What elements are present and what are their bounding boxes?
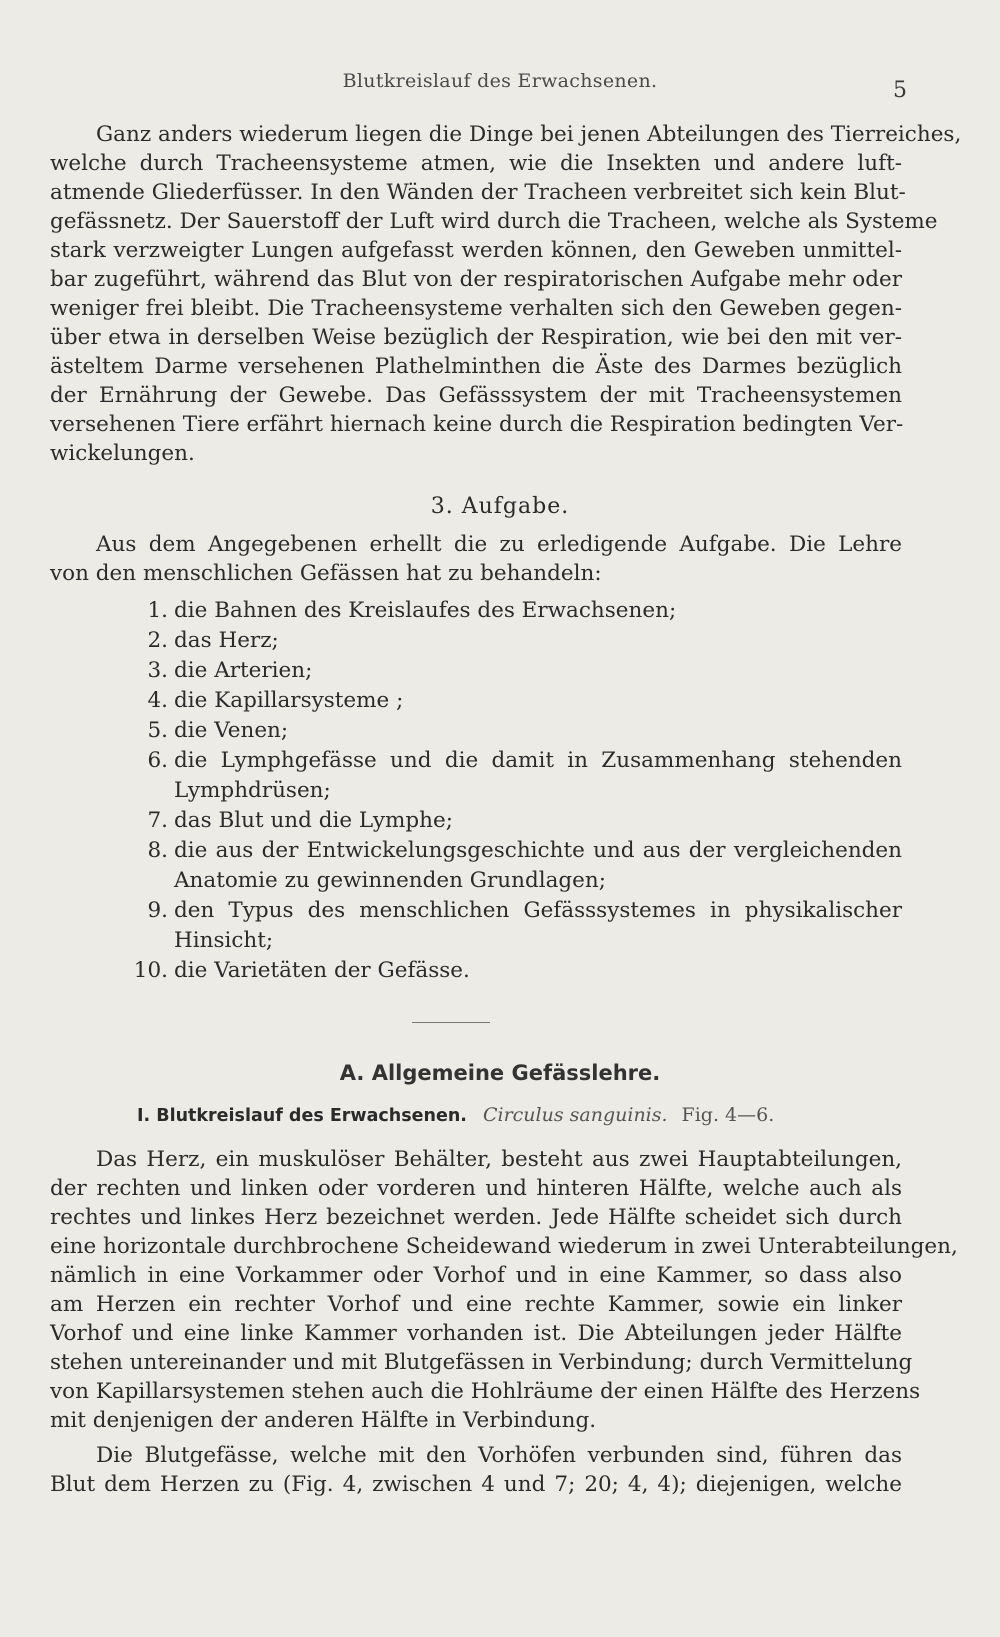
- list-text: das Herz;: [174, 628, 279, 653]
- text-line: stark verzweigter Lungen aufgefasst werden können, den Geweben unmittel-: [50, 238, 902, 263]
- text-line: am Herzen ein rechter Vorhof und eine rechte Kammer, sowie ein linker: [50, 1292, 902, 1317]
- text-line: versehenen Tiere erfährt hiernach keine durch die Respiration bedingten Ver-: [50, 412, 904, 437]
- text-line: gefässnetz. Der Sauerstoff der Luft wird durch die Tracheen, welche als Systeme: [50, 209, 938, 234]
- text-line: von den menschlichen Gefässen hat zu behandeln:: [50, 561, 602, 586]
- text-line: weniger frei bleibt. Die Tracheensysteme verhalten sich den Geweben gegen-: [50, 296, 902, 321]
- list-text: die Lymphgefässe und die damit in Zusammenhang stehenden: [174, 748, 902, 773]
- list-item-continuation: [50, 776, 902, 806]
- subsection-heading: [137, 1104, 774, 1126]
- list-item: [50, 806, 902, 836]
- text-line: Blut dem Herzen zu (Fig. 4, zwischen 4 und 7; 20; 4, 4); diejenigen, welche: [50, 1472, 902, 1497]
- list-number: 1.: [147, 598, 168, 623]
- list-item: [50, 716, 902, 746]
- paragraph-aufgabe: [50, 530, 902, 588]
- text-line: der Ernährung der Gewebe. Das Gefässsystem der mit Tracheensystemen: [50, 383, 902, 408]
- list-text: den Typus des menschlichen Gefässsystemes in physikalischer: [174, 898, 902, 923]
- text-line: über etwa in derselben Weise bezüglich der Respiration, wie bei den mit ver-: [50, 325, 902, 350]
- text-line: Vorhof und eine linke Kammer vorhanden ist. Die Abteilungen jeder Hälfte: [50, 1321, 902, 1346]
- section-heading: A. Allgemeine Gefässlehre.: [339, 1061, 661, 1085]
- list-item: [50, 956, 902, 986]
- subsection-title: I. Blutkreislauf des Erwachsenen.: [137, 1106, 467, 1126]
- list-item-continuation: [50, 866, 902, 896]
- list-number: 3.: [147, 658, 168, 683]
- text-line: eine horizontale durchbrochene Scheidewand wiederum in zwei Unterabteilungen,: [50, 1234, 958, 1259]
- aufgabe-heading: 3. Aufgabe.: [430, 494, 570, 519]
- list-number: 7.: [147, 808, 168, 833]
- list-text: Lymphdrüsen;: [174, 778, 331, 803]
- list-item: [50, 656, 902, 686]
- list-number: 4.: [147, 688, 168, 713]
- topics-list: [50, 596, 902, 986]
- subsection-latin-name: Circulus sanguinis.: [482, 1104, 668, 1126]
- paragraph-blutgefaesse: [50, 1441, 902, 1499]
- list-text: die aus der Entwickelungsgeschichte und aus der vergleichenden: [174, 838, 902, 863]
- page-number: 5: [893, 78, 907, 103]
- section-divider: [412, 1022, 490, 1023]
- list-text: die Venen;: [174, 718, 289, 743]
- list-number: 10.: [133, 958, 168, 983]
- paragraph-tracheen: [50, 120, 962, 468]
- text-line: bar zugeführt, während das Blut von der respiratorischen Aufgabe mehr oder: [50, 267, 902, 292]
- figure-reference: Fig. 4—6.: [681, 1104, 775, 1126]
- list-number: 2.: [147, 628, 168, 653]
- text-line: stehen untereinander und mit Blutgefässen in Verbindung; durch Vermittelung: [50, 1350, 913, 1375]
- list-item: [50, 836, 902, 866]
- text-line: ästeltem Darme versehenen Plathelminthen die Äste des Darmes bezüglich: [50, 354, 902, 379]
- list-text: Anatomie zu gewinnenden Grundlagen;: [174, 868, 606, 893]
- text-line: nämlich in eine Vorkammer oder Vorhof und in eine Kammer, so dass also: [50, 1263, 902, 1288]
- list-text: die Varietäten der Gefässe.: [174, 958, 470, 983]
- running-head: Blutkreislauf des Erwachsenen.: [342, 70, 658, 92]
- paragraph-herz: [50, 1145, 958, 1435]
- list-text: das Blut und die Lymphe;: [174, 808, 453, 833]
- list-number: 5.: [147, 718, 168, 743]
- text-line: der rechten und linken oder vorderen und hinteren Hälfte, welche auch als: [50, 1176, 902, 1201]
- text-line: Die Blutgefässe, welche mit den Vorhöfen verbunden sind, führen das: [96, 1443, 902, 1468]
- text-line: welche durch Tracheensysteme atmen, wie die Insekten und andere luft-: [50, 151, 902, 176]
- list-text: die Kapillarsysteme ;: [174, 688, 404, 713]
- text-line: mit denjenigen der anderen Hälfte in Verbindung.: [50, 1408, 597, 1433]
- list-item: [50, 686, 902, 716]
- list-text: die Arterien;: [174, 658, 313, 683]
- text-line: Aus dem Angegebenen erhellt die zu erledigende Aufgabe. Die Lehre: [96, 532, 902, 557]
- list-number: 8.: [147, 838, 168, 863]
- list-item: [50, 896, 902, 926]
- text-line: von Kapillarsystemen stehen auch die Hohlräume der einen Hälfte des Herzens: [50, 1379, 921, 1404]
- list-text: Hinsicht;: [174, 928, 274, 953]
- text-line: Ganz anders wiederum liegen die Dinge bei jenen Abteilungen des Tierreiches,: [96, 122, 962, 147]
- list-item: [50, 596, 902, 626]
- text-line: wickelungen.: [50, 441, 195, 466]
- list-text: die Bahnen des Kreislaufes des Erwachsenen;: [174, 598, 677, 623]
- list-item: [50, 626, 902, 656]
- list-number: 9.: [147, 898, 168, 923]
- text-line: Das Herz, ein muskulöser Behälter, besteht aus zwei Hauptabteilungen,: [96, 1147, 902, 1172]
- list-item: [50, 746, 902, 776]
- list-number: 6.: [147, 748, 168, 773]
- text-line: atmende Gliederfüsser. In den Wänden der Tracheen verbreitet sich kein Blut-: [50, 180, 906, 205]
- list-item-continuation: [50, 926, 902, 956]
- text-line: rechtes und linkes Herz bezeichnet werden. Jede Hälfte scheidet sich durch: [50, 1205, 902, 1230]
